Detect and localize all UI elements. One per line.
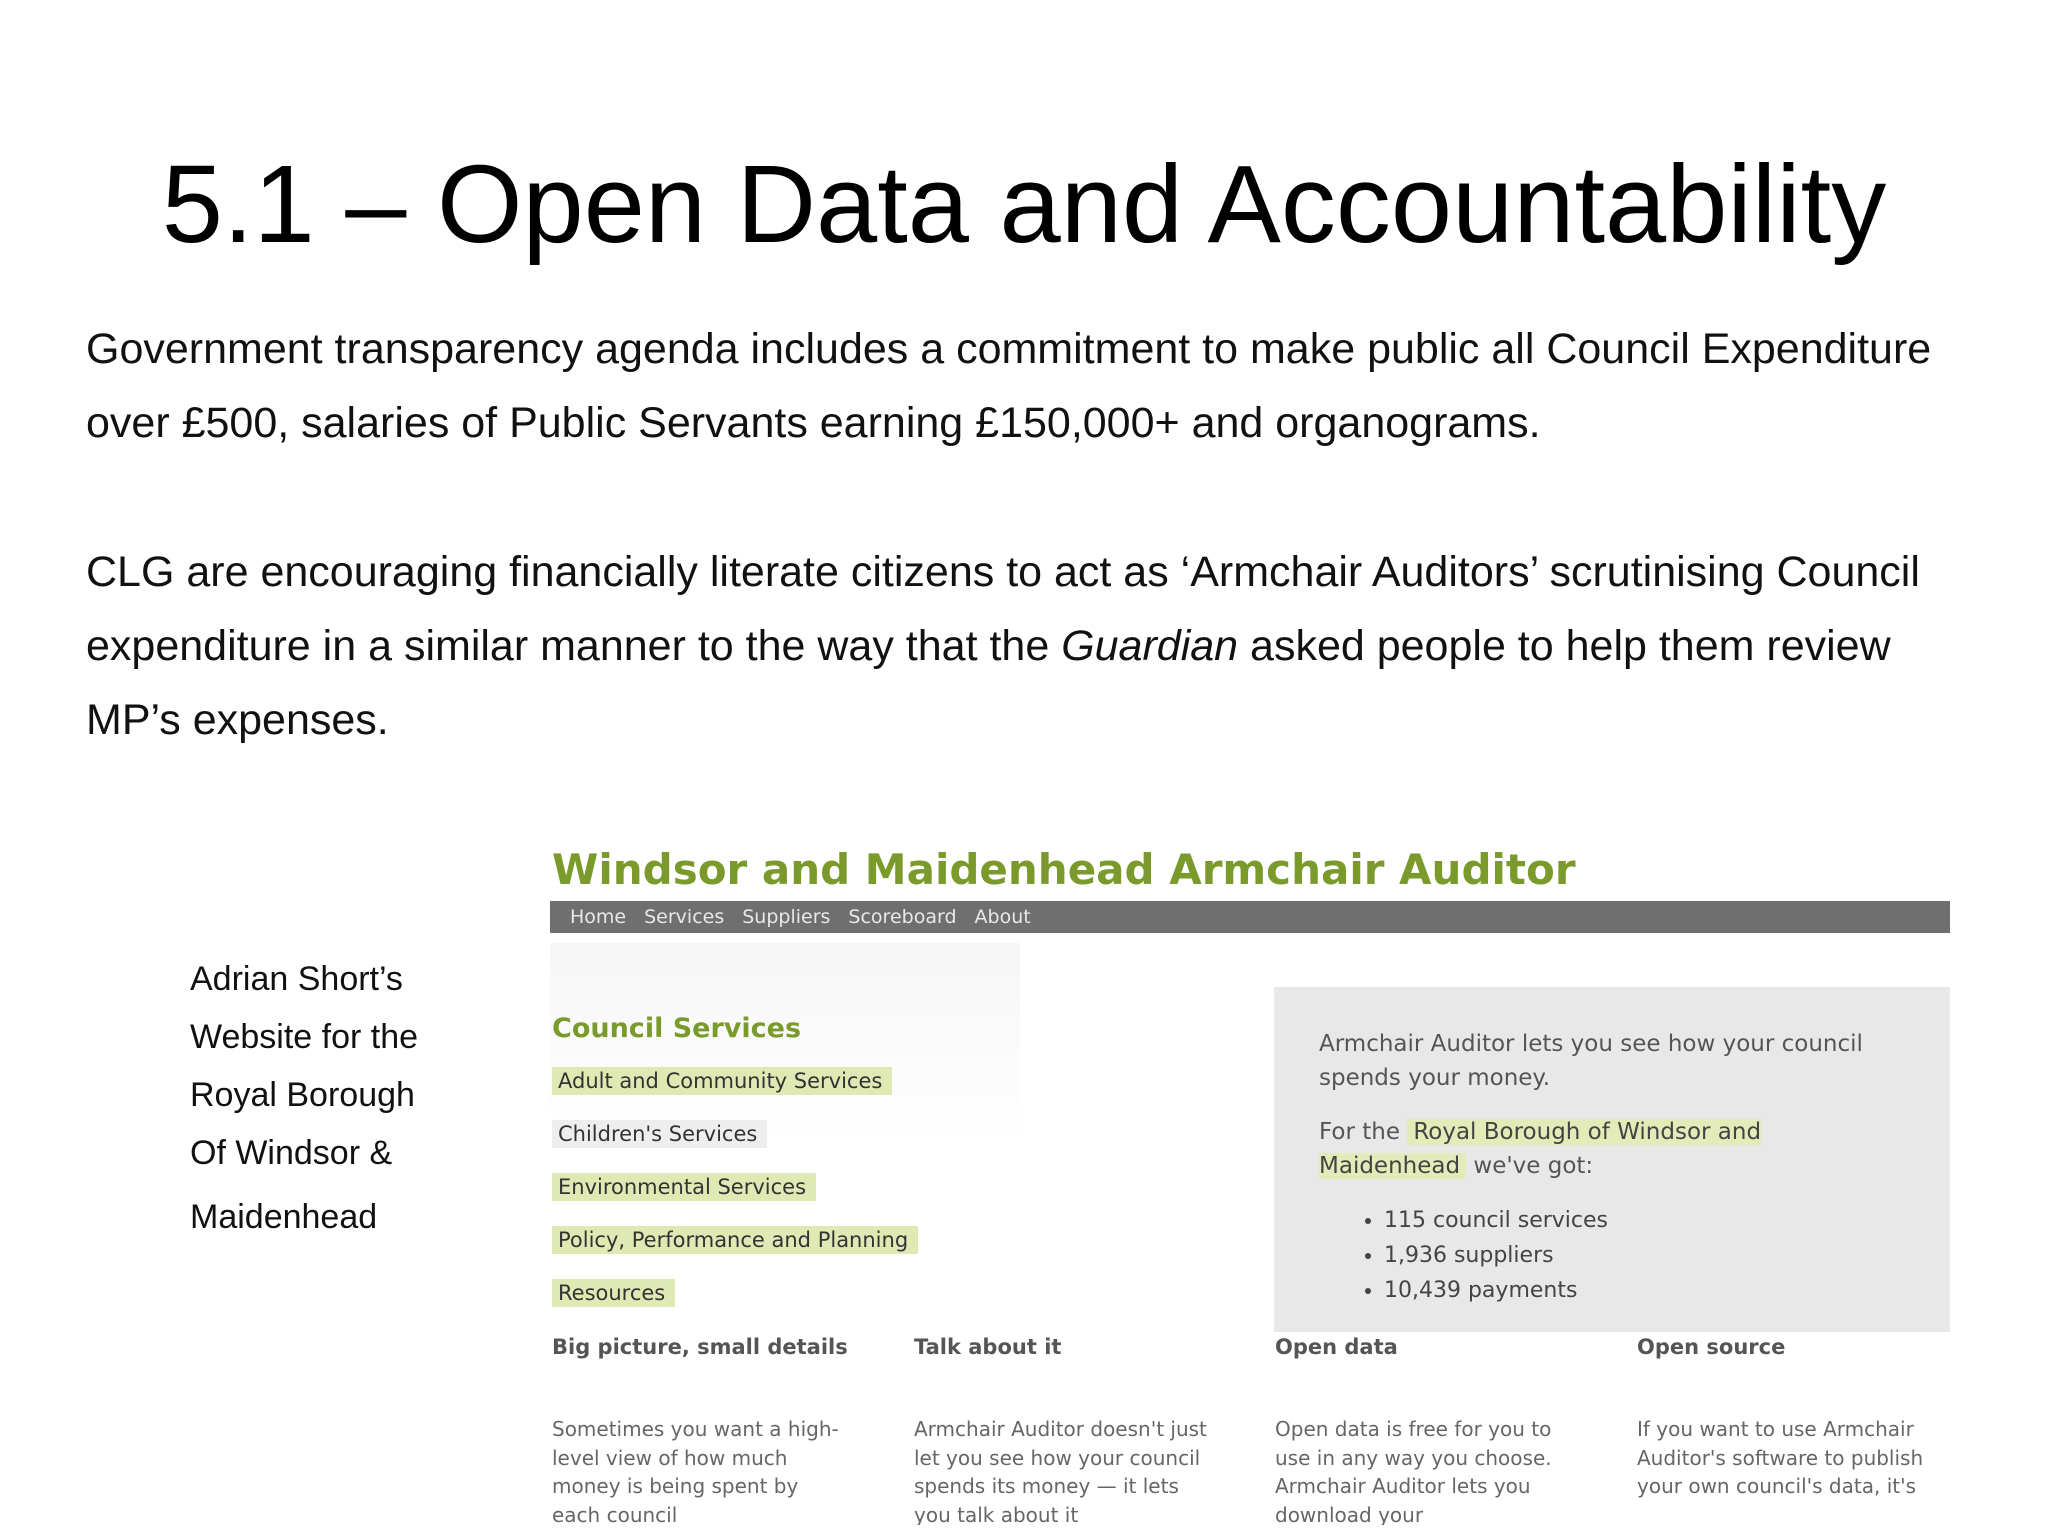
info-council-line <box>1319 1115 1910 1183</box>
feature-heading: Big picture, small details <box>552 1335 848 1359</box>
paragraph-text-end: asked people to help them review MP’s expenses. <box>86 622 1891 744</box>
service-link-policy[interactable]: Policy, Performance and Planning <box>552 1226 918 1254</box>
feature-text: If you want to use Armchair Auditor's software to publish your own council's data, it's <box>1637 1417 1924 1498</box>
service-link-childrens[interactable]: Children's Services <box>552 1120 767 1148</box>
caption-line: Of Windsor & <box>190 1134 393 1172</box>
feature-column-open-source <box>1637 1333 1937 1501</box>
paragraph-armchair-auditors <box>86 535 1986 757</box>
info-intro: Armchair Auditor lets you see how your council spends your money. <box>1319 1031 1863 1091</box>
nav-about[interactable]: About <box>974 906 1031 928</box>
paragraph-text-start: CLG are encouraging financially literate citizens to act as ‘Armchair Auditors’ scrutinising Council expenditure in a similar manner to the way that the <box>86 548 1920 670</box>
feature-column-talk <box>914 1333 1214 1525</box>
stat-services: • 115 council services <box>1384 1203 1910 1238</box>
website-screenshot <box>550 835 1950 1525</box>
feature-text: Sometimes you want a high-level view of how much money is being spent by each council <box>552 1417 839 1525</box>
slide-title: 5.1 – Open Data and Accountability <box>161 143 1887 266</box>
feature-column-open-data <box>1275 1333 1575 1525</box>
image-caption <box>190 950 520 1246</box>
services-heading: Council Services <box>552 1013 802 1044</box>
services-list <box>552 1067 918 1332</box>
feature-heading: Talk about it <box>914 1335 1062 1359</box>
info-panel <box>1274 987 1950 1332</box>
service-link-resources[interactable]: Resources <box>552 1279 675 1307</box>
site-title[interactable]: Windsor and Maidenhead Armchair Auditor <box>552 845 1576 894</box>
feature-column-big-picture <box>552 1333 852 1525</box>
site-nav-bar <box>550 901 1950 933</box>
stats-list <box>1319 1203 1910 1308</box>
caption-line: Adrian Short’s <box>190 960 403 998</box>
feature-heading: Open source <box>1637 1335 1786 1359</box>
info-weve-got: we've got: <box>1473 1153 1594 1179</box>
nav-scoreboard[interactable]: Scoreboard <box>848 906 957 928</box>
nav-suppliers[interactable]: Suppliers <box>742 906 831 928</box>
info-for-the: For the <box>1319 1119 1400 1145</box>
nav-services[interactable]: Services <box>644 906 725 928</box>
service-link-environmental[interactable]: Environmental Services <box>552 1173 816 1201</box>
caption-line: Website for the <box>190 1018 419 1056</box>
council-name-link[interactable]: Royal Borough of Windsor and Maidenhead <box>1319 1119 1762 1179</box>
service-link-adult-community[interactable]: Adult and Community Services <box>552 1067 892 1095</box>
feature-text: Open data is free for you to use in any way you choose. Armchair Auditor lets you download your <box>1275 1417 1552 1525</box>
paragraph-transparency: Government transparency agenda includes a commitment to make public all Council Expenditure over £500, salaries of Public Servants earning £150,000+ and organograms. <box>86 325 1932 447</box>
stat-suppliers: • 1,936 suppliers <box>1384 1238 1910 1273</box>
caption-line: Maidenhead <box>190 1198 378 1236</box>
feature-text: Armchair Auditor doesn't just let you see how your council spends its money — it lets you talk about it <box>914 1417 1207 1525</box>
feature-heading: Open data <box>1275 1335 1398 1359</box>
nav-home[interactable]: Home <box>570 906 627 928</box>
stat-payments: • 10,439 payments <box>1384 1273 1910 1308</box>
caption-line: Royal Borough <box>190 1076 415 1114</box>
guardian-italic: Guardian <box>1061 622 1239 670</box>
